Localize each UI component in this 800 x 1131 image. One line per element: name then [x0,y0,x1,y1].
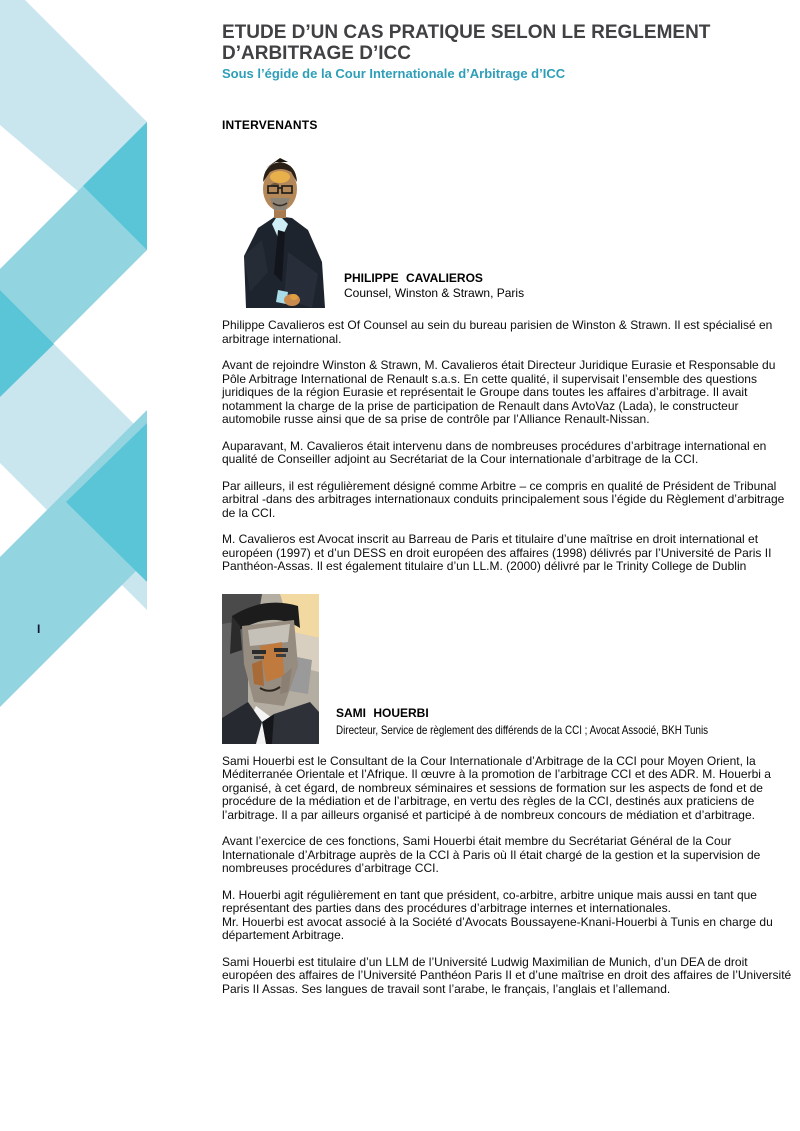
bio-paragraph: M. Cavalieros est Avocat inscrit au Barreau de Paris et titulaire d’une maîtrise en droit international et européen (1997) et d’un DESS en droit européen des affaires (1998) délivrés par l’Université de Paris II Panthéon-Assas. Il est également titulaire d’un LL.M. (2000) délivré par le Trinity College de Dublin [222,532,772,573]
speaker-name: SAMI HOUERBI [336,705,429,720]
speaker-role: Counsel, Winston & Strawn, Paris [344,286,525,300]
speaker-name: PHILIPPE CAVALIEROS [344,271,483,285]
section-label-intervenants: INTERVENANTS [222,118,318,132]
page-title: ETUDE D’UN CAS PRATIQUE SELON LE REGLEMENT D’ARBITRAGE D’ICC [222,22,711,64]
speaker-caption [336,706,790,744]
left-ribbon-decoration [0,0,147,713]
bio-cavalieros [222,319,797,574]
speaker-block-houerbi [222,594,797,744]
main-content [222,0,797,996]
bio-paragraph: Avant l’exercice de ces fonctions, Sami Houerbi était membre du Secrétariat Général de la Cour Internationale d’Arbitrage auprès de la CCI à Paris où Il était chargé de la gestion et la supervision de nombreuses procédures d’arbitrage CCI. [222,834,761,875]
page-marker: I [37,622,41,636]
philippe-cavalieros-photo [228,152,330,308]
bio-paragraph: Mr. Houerbi est avocat associé à la Société d’Avocats Boussayene-Knani-Houerbi à Tunis en charge du département Arbitrage. [222,914,773,942]
sami-houerbi-photo [222,594,319,744]
bio-paragraph: Sami Houerbi est le Consultant de la Cour Internationale d’Arbitrage de la CCI pour Moyen Orient, la Méditerranée Orientale et l’Afrique. Il œuvre à la promotion de l’arbitrage CCI et des ADR. M. Houerbi a organisé, à cet égard, de nombreux séminaires et sessions de formation sur les aspects de fond et de procédure de la médiation et de l’arbitrage, en vertu des règles de la CCI, destinés aux praticiens de l’arbitrage. Il a par ailleurs organisé et participé à de nombreux concours de médiation et d’arbitrage. [222,753,771,822]
bio-paragraph: M. Houerbi agit régulièrement en tant que président, co-arbitre, arbitre unique mais aussi en tant que représentant des parties dans des procédures d’arbitrage internes et internationales. [222,887,757,915]
bio-paragraph: Auparavant, M. Cavalieros était intervenu dans de nombreuses procédures d’arbitrage international en qualité de Conseiller adjoint au Secrétariat de la Cour internationale d’arbitrage de la CCI. [222,438,767,466]
speaker-role: Directeur, Service de règlement des différends de la CCI ; Avocat Associé, BKH Tunis [336,722,709,737]
bio-houerbi [222,755,797,997]
bio-paragraph: Philippe Cavalieros est Of Counsel au sein du bureau parisien de Winston & Strawn. Il est spécialisé en arbitrage international. [222,318,773,346]
bio-paragraph: Par ailleurs, il est régulièrement désigné comme Arbitre – ce compris en qualité de Président de Tribunal arbitral -dans des arbitrages internationaux conduits principalement sous l’égide du Règlement d’arbitrage de la CCI. [222,478,785,520]
bio-paragraph: Avant de rejoindre Winston & Strawn, M. Cavalieros était Directeur Juridique Eurasie et Responsable du Pôle Arbitrage International de Renault s.a.s. En cette qualité, il supervisait l’ensemble des questions juridiques de la région Eurasie et représentait le Groupe dans toutes les affaires d’arbitrage. Il avait notamment la charge de la prise de participation de Renault dans AvtoVaz (Lada), le constructeur automobile russe ainsi que de sa prise de contrôle par l’Alliance Renault-Nissan. [222,358,776,426]
speaker-caption [344,271,524,308]
bio-paragraph: Sami Houerbi est titulaire d’un LLM de l’Université Ludwig Maximilian de Munich, d’un DEA de droit européen des affaires de l’Université Panthéon Paris II et d’une maîtrise en droit des affaires de l’Université Paris II Assas. Ses langues de travail sont l’arabe, le français, l’anglais et l’allemand. [222,954,792,996]
speaker-block-cavalieros [222,152,797,308]
page-subtitle: Sous l’égide de la Cour Internationale d’Arbitrage d’ICC [222,66,566,81]
